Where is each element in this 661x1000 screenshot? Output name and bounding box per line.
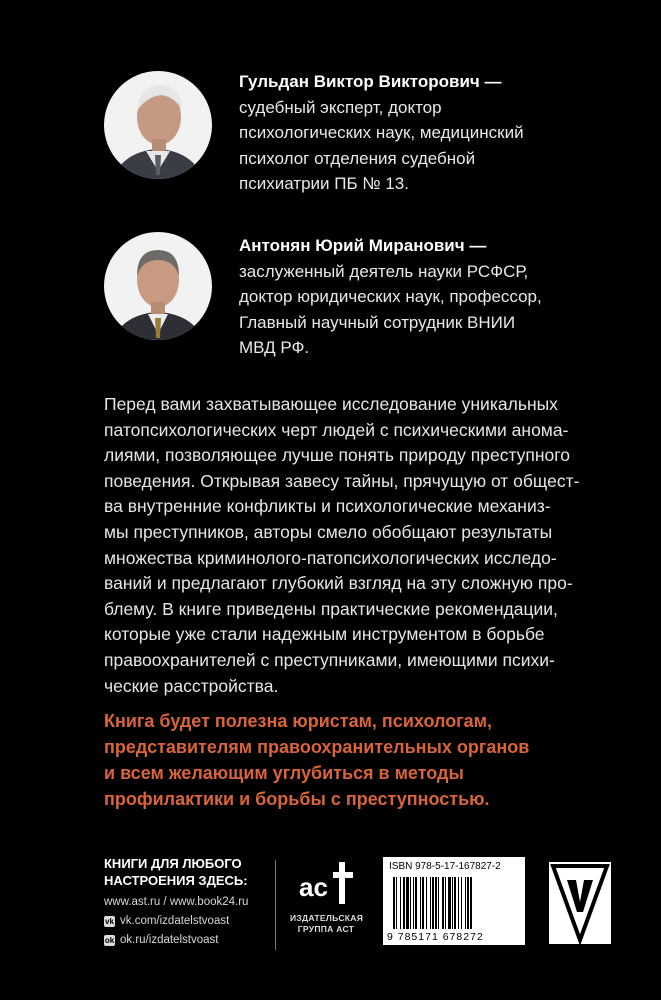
description-line: множества криминолого-патопсихологических исследо- <box>104 547 557 568</box>
barcode-bar <box>410 877 411 929</box>
barcode-bar <box>396 877 397 929</box>
publisher-name: ГРУППА АСТ <box>297 924 355 934</box>
barcode-bar <box>470 877 472 929</box>
ast-logo-icon <box>295 858 357 908</box>
author-name: Антонян Юрий Миранович — <box>239 236 487 255</box>
description-line: которые уже стали надежным инструментом в борьбе <box>104 624 545 645</box>
barcode-bar <box>465 877 466 929</box>
barcode-bar <box>430 877 431 929</box>
barcode-bars <box>391 877 521 929</box>
barcode-bar <box>435 877 437 929</box>
barcode-bar <box>461 877 462 929</box>
bio-line: Главный научный сотрудник ВНИИ <box>239 312 516 332</box>
footer-heading: КНИГИ ДЛЯ ЛЮБОГО <box>104 856 242 871</box>
barcode-bar <box>415 877 417 929</box>
barcode-bar <box>426 877 427 929</box>
publisher-block <box>290 858 362 935</box>
website-links[interactable]: www.ast.ru / www.book24.ru <box>104 896 249 908</box>
footer-heading: НАСТРОЕНИЯ ЗДЕСЬ: <box>104 873 248 888</box>
barcode-bar <box>445 877 446 929</box>
ok-icon: ok <box>104 936 115 945</box>
vk-link[interactable]: vk vk.com/izdatelstvoast <box>105 915 230 927</box>
barcode-bar <box>393 877 395 929</box>
ok-link[interactable]: ok ok.ru/izdatelstvoast <box>104 934 219 946</box>
author-bio-antonyan <box>239 233 649 361</box>
description-line: ваний и предлагают глубокий взгляд на эту сложную про- <box>104 573 573 594</box>
barcode-bar <box>452 877 453 929</box>
publisher-v-logo-icon <box>549 862 611 944</box>
barcode-bar <box>448 877 451 929</box>
barcode-bar <box>406 877 409 929</box>
barcode-bar <box>432 877 434 929</box>
author-photo-antonyan <box>104 232 212 340</box>
description-line: ческие расстройства. <box>104 675 279 696</box>
description-line: блему. В книге приведены практические рекомендации, <box>104 598 558 619</box>
barcode-bar <box>420 877 421 929</box>
promo-text <box>104 708 624 812</box>
promo-line: представителям правоохранительных органов <box>104 737 530 757</box>
description-line: поведения. Открывая завесу тайны, прячущую от общест- <box>104 470 580 491</box>
book-description <box>104 392 624 699</box>
description-line: правоохранителей с преступниками, имеющими психи- <box>104 649 555 670</box>
bio-line: психолог отделения судебной <box>239 148 476 168</box>
description-line: лиями, позволяющее лучше понять природу преступного <box>104 445 571 466</box>
barcode-bar <box>458 877 459 929</box>
vk-icon: vk <box>105 917 114 926</box>
barcode-bar <box>438 877 439 929</box>
barcode-bar <box>403 877 405 929</box>
barcode-bar <box>413 877 414 929</box>
barcode-bar <box>422 877 424 929</box>
bio-line: доктор юридических наук, профессор, <box>239 287 542 306</box>
promo-line: и всем желающим углубиться в методы <box>104 763 464 783</box>
bio-line: психологических наук, медицинский <box>239 123 524 142</box>
publisher-name: ИЗДАТЕЛЬСКАЯ <box>290 913 364 923</box>
bio-line: судебный эксперт, доктор <box>239 97 442 117</box>
author-photo-guldan <box>104 71 212 179</box>
bio-line: заслуженный деятель науки РСФСР, <box>239 261 529 281</box>
svg-text:ас: ас <box>299 872 328 902</box>
barcode-bar <box>442 877 444 929</box>
barcode <box>383 857 525 945</box>
footer-divider <box>275 860 276 950</box>
description-line: ва внутренние конфликты и психологические механиз- <box>104 496 551 517</box>
footer-links <box>104 855 274 950</box>
promo-line: профилактики и борьбы с преступностью. <box>104 789 490 809</box>
description-line: Перед вами захватывающее исследование уникальных <box>104 394 558 414</box>
author-name: Гульдан Виктор Викторович — <box>239 72 502 91</box>
barcode-number: 9 785171 678272 <box>387 931 484 943</box>
barcode-bar <box>467 877 469 929</box>
promo-line: Книга будет полезна юристам, психологам, <box>104 711 493 731</box>
bio-line: МВД РФ. <box>239 338 310 357</box>
bio-line: психиатрии ПБ № 13. <box>239 174 409 193</box>
description-line: мы преступников, авторы смело обобщают результаты <box>104 521 553 542</box>
isbn-label: ISBN 978-5-17-167827-2 <box>389 861 501 872</box>
barcode-bar <box>454 877 456 929</box>
barcode-bar <box>400 877 401 929</box>
description-line: патопсихологических черт людей с психическими анома- <box>104 419 569 440</box>
author-bio-guldan <box>239 69 649 197</box>
